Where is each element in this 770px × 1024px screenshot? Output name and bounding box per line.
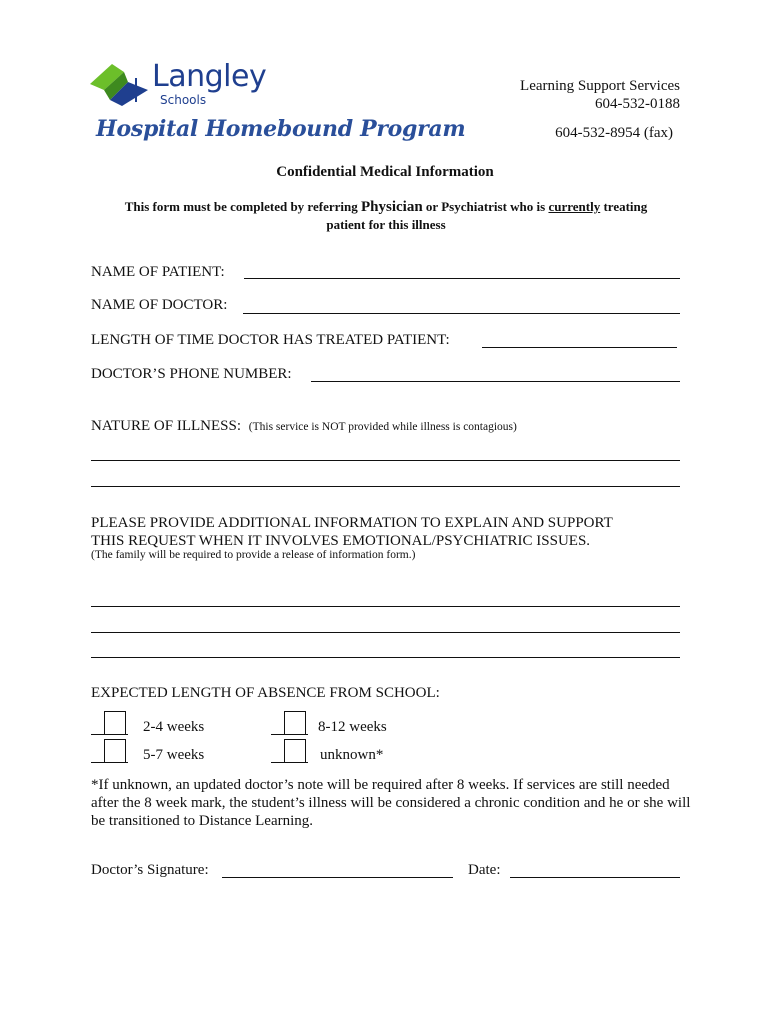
illness-label-text: NATURE OF ILLNESS: (91, 418, 242, 434)
checkbox-2-4-weeks[interactable] (104, 711, 126, 735)
option-unknown: unknown* (320, 747, 384, 763)
date-field[interactable] (510, 877, 680, 878)
instructions-text-2: or Psychiatrist who is (422, 199, 549, 214)
instructions-currently: currently (548, 199, 601, 214)
patient-name-label: NAME OF PATIENT: (91, 264, 225, 280)
option-8-12-weeks: 8-12 weeks (318, 719, 387, 735)
checkbox-unknown[interactable] (284, 739, 306, 763)
date-label: Date: (468, 862, 501, 878)
checkbox-5-7-weeks[interactable] (104, 739, 126, 763)
department-name: Learning Support Services (520, 78, 680, 94)
doctor-name-field[interactable] (243, 313, 680, 314)
illness-note: (This service is NOT provided while illness is contagious) (248, 421, 517, 433)
patient-name-field[interactable] (244, 278, 680, 279)
illness-label (91, 418, 517, 435)
additional-info-note: (The family will be required to provide a release of information form.) (91, 549, 416, 561)
additional-info-line-2: THIS REQUEST WHEN IT INVOLVES EMOTIONAL/PSYCHIATRIC ISSUES. (91, 533, 591, 549)
option-5-7-weeks: 5-7 weeks (143, 747, 205, 763)
illness-line-1[interactable] (91, 460, 680, 461)
program-title: Hospital Homebound Program (96, 116, 466, 142)
instructions-physician: Physician (360, 199, 423, 215)
treatment-length-field[interactable] (482, 347, 677, 348)
unknown-note: *If unknown, an updated doctor’s note will be required after 8 weeks. If services are still needed after the 8 week mark, the student’s illness will be considered a chronic condition and he or she will be transitioned to Distance Learning. (91, 777, 691, 829)
treatment-length-label: LENGTH OF TIME DOCTOR HAS TREATED PATIENT: (91, 332, 450, 348)
langley-schools-logo (88, 60, 150, 108)
additional-line-2[interactable] (91, 632, 680, 633)
absence-label: EXPECTED LENGTH OF ABSENCE FROM SCHOOL: (91, 685, 440, 701)
signature-field[interactable] (222, 877, 453, 878)
doctor-phone-label: DOCTOR’S PHONE NUMBER: (91, 366, 292, 382)
signature-label: Doctor’s Signature: (91, 862, 209, 878)
additional-line-3[interactable] (91, 657, 680, 658)
logo-subtitle: Schools (160, 93, 207, 107)
doctor-name-label: NAME OF DOCTOR: (91, 297, 228, 313)
instructions-text-1: This form must be completed by referring (124, 199, 361, 214)
doctor-phone-field[interactable] (311, 381, 680, 382)
option-2-4-weeks: 2-4 weeks (143, 719, 205, 735)
illness-line-2[interactable] (91, 486, 680, 487)
checkbox-8-12-weeks[interactable] (284, 711, 306, 735)
additional-info-line-1: PLEASE PROVIDE ADDITIONAL INFORMATION TO EXPLAIN AND SUPPORT (91, 515, 613, 531)
instructions-line-2: patient for this illness (326, 217, 446, 232)
additional-info-heading (91, 514, 613, 550)
instructions-text-3: treating (600, 199, 648, 214)
instructions (86, 198, 686, 233)
form-title: Confidential Medical Information (276, 164, 494, 180)
logo-name: Langley (152, 59, 267, 94)
additional-line-1[interactable] (91, 606, 680, 607)
fax-number: 604-532-8954 (fax) (555, 125, 673, 141)
phone-number: 604-532-0188 (595, 96, 680, 112)
